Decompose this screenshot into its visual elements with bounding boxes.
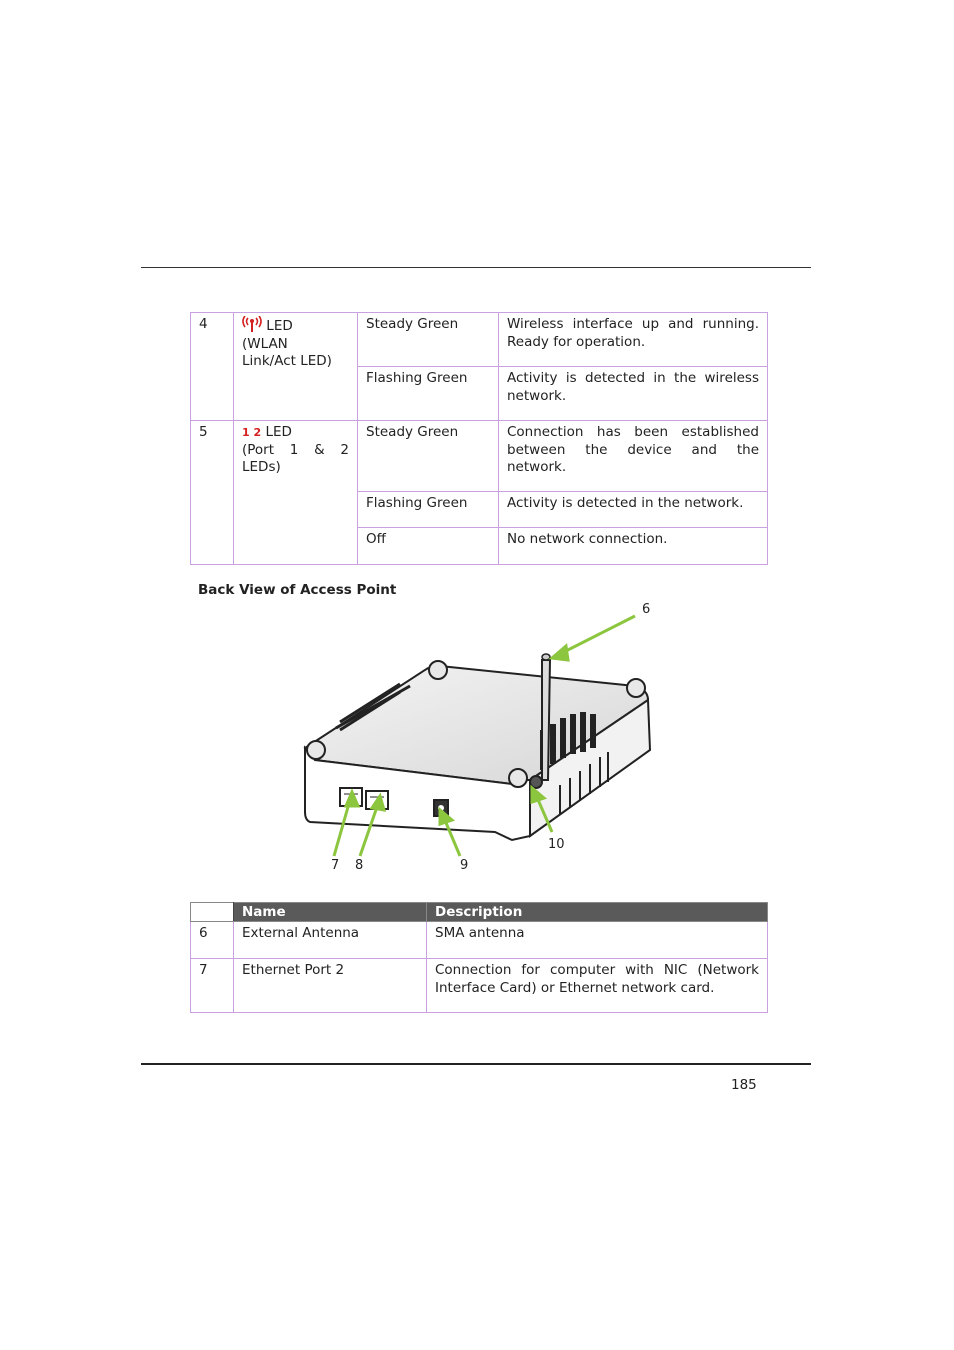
row-number: 7 xyxy=(191,959,234,1013)
port-number-icon: 1 2 xyxy=(242,426,262,439)
led-state: Flashing Green xyxy=(358,367,499,421)
led-label: LED xyxy=(266,318,293,334)
led-state-description: No network connection. xyxy=(499,528,768,565)
led-state-description: Connection has been established between the device and the network. xyxy=(499,421,768,492)
port-description: Connection for computer with NIC (Network Interface Card) or Ethernet network card. xyxy=(427,959,768,1013)
led-state-description: Wireless interface up and running. Ready for operation. xyxy=(499,313,768,367)
section-heading: Back View of Access Point xyxy=(198,582,397,598)
callout-7: 7 xyxy=(331,858,340,873)
led-status-table xyxy=(190,312,768,565)
table-row xyxy=(191,922,768,959)
table-row xyxy=(191,959,768,1013)
port-description: SMA antenna xyxy=(427,922,768,959)
led-label-detail: Link/Act LED) xyxy=(242,353,332,369)
port-name: Ethernet Port 2 xyxy=(234,959,427,1013)
access-point-back-view-figure xyxy=(290,600,690,880)
led-state: Steady Green xyxy=(358,313,499,367)
led-state-description: Activity is detected in the wireless network. xyxy=(499,367,768,421)
led-label: LED xyxy=(265,424,292,440)
row-number: 6 xyxy=(191,922,234,959)
callout-9: 9 xyxy=(460,858,469,873)
row-number: 4 xyxy=(191,313,234,421)
table-row xyxy=(191,421,768,492)
callout-6: 6 xyxy=(642,602,651,617)
column-header-description: Description xyxy=(427,903,768,922)
bottom-rule xyxy=(141,1063,811,1065)
led-state: Flashing Green xyxy=(358,492,499,528)
led-state: Steady Green xyxy=(358,421,499,492)
top-rule xyxy=(141,267,811,268)
column-header-number xyxy=(191,903,234,922)
table-header-row xyxy=(191,903,768,922)
row-number: 5 xyxy=(191,421,234,565)
back-panel-table xyxy=(190,902,768,1013)
led-state-description: Activity is detected in the network. xyxy=(499,492,768,528)
led-name-cell xyxy=(234,421,358,565)
led-label-detail: (WLAN xyxy=(242,335,288,352)
led-name-cell xyxy=(234,313,358,421)
led-label-detail: (Port 1 & 2 xyxy=(242,441,349,458)
wireless-signal-icon xyxy=(242,316,262,332)
led-label-detail: LEDs) xyxy=(242,459,281,475)
callout-10: 10 xyxy=(548,837,565,852)
callout-8: 8 xyxy=(355,858,364,873)
table-row xyxy=(191,313,768,367)
page-number: 185 xyxy=(731,1077,757,1093)
port-name: External Antenna xyxy=(234,922,427,959)
column-header-name: Name xyxy=(234,903,427,922)
access-point-illustration xyxy=(290,600,690,880)
led-state: Off xyxy=(358,528,499,565)
